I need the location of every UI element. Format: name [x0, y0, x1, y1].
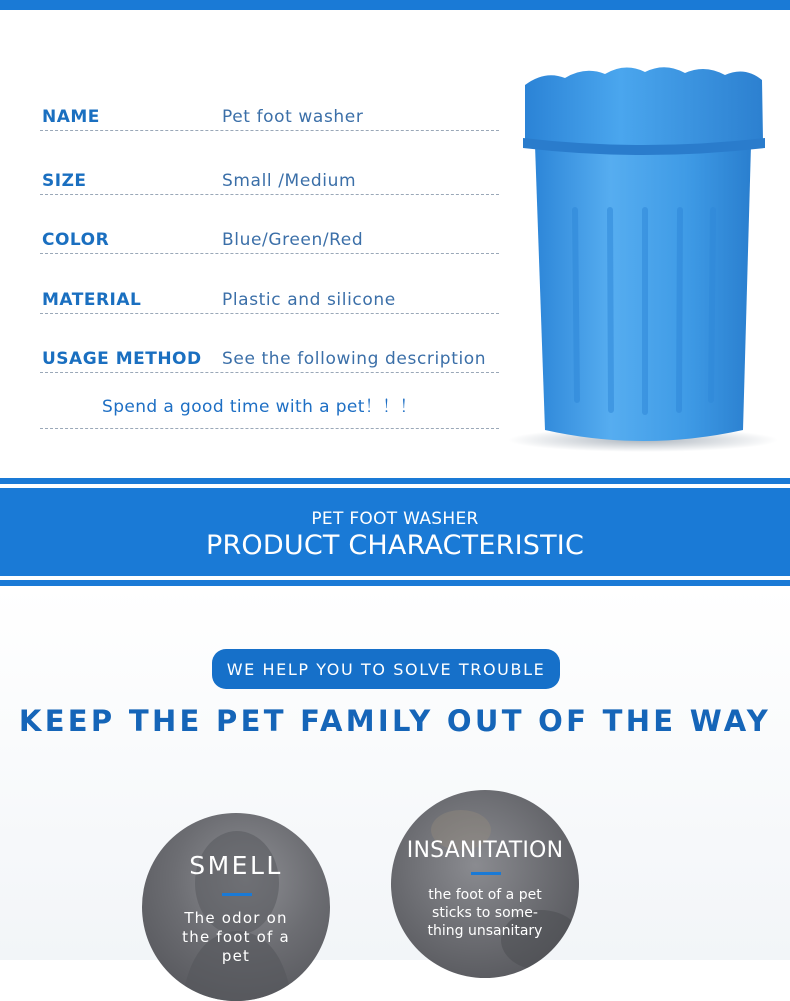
spec-value: See the following description	[222, 349, 487, 369]
band-top-line	[0, 478, 790, 484]
spec-row-usage-method	[40, 314, 499, 373]
pet-foot-washer-product-image	[505, 60, 780, 460]
feature-description: The odor on the foot of a pet	[182, 909, 290, 965]
slogan-text: Spend a good time with a pet！！！	[102, 397, 418, 417]
feature-divider	[222, 893, 252, 896]
top-accent-bar	[0, 0, 790, 10]
feature-title: INSANITATION	[406, 838, 564, 863]
feature-description: the foot of a pet sticks to some- thing unsanitary	[427, 887, 543, 939]
slogan-row	[40, 378, 499, 429]
spec-value: Pet foot washer	[222, 107, 364, 127]
spec-label: USAGE METHOD	[42, 349, 202, 369]
person-silhouette-icon	[142, 813, 330, 1001]
spec-row-size	[40, 136, 499, 195]
spec-row-name	[40, 72, 499, 131]
spec-row-color	[40, 195, 499, 254]
spec-value: Small /Medium	[222, 171, 357, 191]
feature-circle-insanitation	[391, 790, 579, 978]
banner-title: PRODUCT CHARACTERISTIC	[205, 530, 585, 561]
trouble-pill-badge: WE HELP YOU TO SOLVE TROUBLE	[212, 649, 560, 689]
spec-label: SIZE	[42, 171, 87, 191]
spec-row-material	[40, 255, 499, 314]
banner-subtitle: PET FOOT WASHER	[311, 509, 479, 529]
spec-label: NAME	[42, 107, 100, 127]
spec-value: Blue/Green/Red	[222, 230, 364, 250]
feature-title: SMELL	[189, 851, 283, 880]
spec-label: MATERIAL	[42, 290, 142, 310]
spec-value: Plastic and silicone	[222, 290, 396, 310]
spec-label: COLOR	[42, 230, 110, 250]
feature-circle-smell	[142, 813, 330, 1001]
feature-divider	[471, 872, 501, 875]
pet-paw-photo-icon	[391, 790, 579, 978]
section-headline: KEEP THE PET FAMILY OUT OF THE WAY	[18, 704, 772, 738]
